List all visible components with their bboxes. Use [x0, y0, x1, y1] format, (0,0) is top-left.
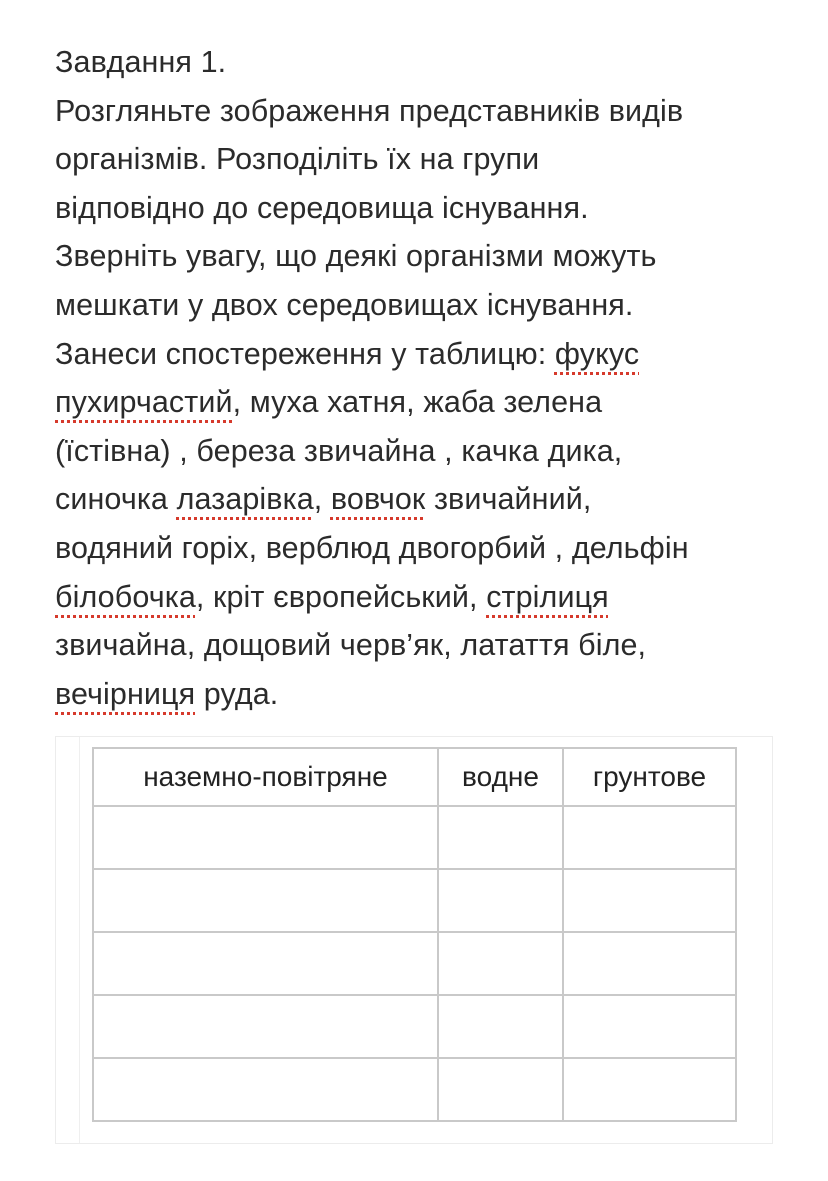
frame-guide-line — [79, 737, 80, 1143]
spellcheck-word: білобочка — [55, 579, 196, 614]
text-line — [55, 281, 795, 330]
spellcheck-word: лазарівка — [176, 482, 314, 517]
text-line — [55, 621, 795, 670]
table-cell[interactable] — [563, 1058, 736, 1121]
table-cell[interactable] — [93, 995, 438, 1058]
column-header-aquatic: водне — [438, 748, 563, 806]
table-cell[interactable] — [563, 869, 736, 932]
table-cell[interactable] — [563, 995, 736, 1058]
task-text — [55, 38, 795, 718]
text-line — [55, 378, 795, 427]
table-cell[interactable] — [438, 869, 563, 932]
table-row — [93, 995, 736, 1058]
text-segment: (їстівна) , береза звичайна , качка дика, — [55, 433, 623, 468]
text-line — [55, 573, 795, 622]
table-row — [93, 1058, 736, 1121]
table-cell[interactable] — [438, 806, 563, 869]
table-cell[interactable] — [93, 869, 438, 932]
table-cell[interactable] — [438, 1058, 563, 1121]
text-segment: відповідно до середовища існування. — [55, 190, 589, 225]
column-header-terrestrial: наземно-повітряне — [93, 748, 438, 806]
table-cell[interactable] — [93, 932, 438, 995]
table-cell[interactable] — [93, 806, 438, 869]
text-segment: мешкати у двох середовищах існування. — [55, 287, 634, 322]
classification-table — [92, 747, 737, 1122]
column-header-soil: грунтове — [563, 748, 736, 806]
table-row — [93, 806, 736, 869]
text-segment: , муха хатня, жаба зелена — [232, 385, 603, 420]
text-line — [55, 87, 795, 136]
table-header-row — [93, 748, 736, 806]
table-cell[interactable] — [563, 806, 736, 869]
text-segment: водяний горіх, верблюд двогорбий , дельфін — [55, 530, 689, 565]
text-segment: Завдання 1. — [55, 45, 227, 79]
text-segment: Розгляньте зображення представників видів — [55, 93, 684, 128]
table-cell[interactable] — [438, 932, 563, 995]
text-segment: Занеси спостереження у таблицю: — [55, 336, 555, 371]
table-cell[interactable] — [438, 995, 563, 1058]
spellcheck-word: фукус — [554, 336, 640, 371]
text-line — [55, 38, 795, 87]
text-line — [55, 524, 795, 573]
text-segment: організмів. Розподіліть їх на групи — [55, 142, 540, 177]
spellcheck-word: стрілиця — [486, 579, 609, 614]
text-line — [55, 475, 795, 524]
text-segment: синочка — [55, 482, 177, 517]
text-segment: Зверніть увагу, що деякі організми можуть — [55, 239, 657, 274]
table-cell[interactable] — [563, 932, 736, 995]
text-line — [55, 670, 795, 719]
table-cell[interactable] — [93, 1058, 438, 1121]
text-segment: руда. — [195, 676, 279, 711]
spellcheck-word: пухирчастий — [55, 385, 233, 420]
table-row — [93, 932, 736, 995]
text-segment: , кріт європейський, — [195, 579, 487, 614]
text-line — [55, 135, 795, 184]
text-line — [55, 232, 795, 281]
text-segment: , — [313, 482, 331, 517]
text-line — [55, 427, 795, 476]
text-segment: звичайна, дощовий черв’як, латаття біле, — [55, 628, 647, 663]
table-row — [93, 869, 736, 932]
spellcheck-word: вечірниця — [55, 676, 196, 711]
text-line — [55, 330, 795, 379]
text-segment: звичайний, — [425, 482, 592, 517]
spellcheck-word: вовчок — [330, 482, 426, 517]
text-line — [55, 184, 795, 233]
